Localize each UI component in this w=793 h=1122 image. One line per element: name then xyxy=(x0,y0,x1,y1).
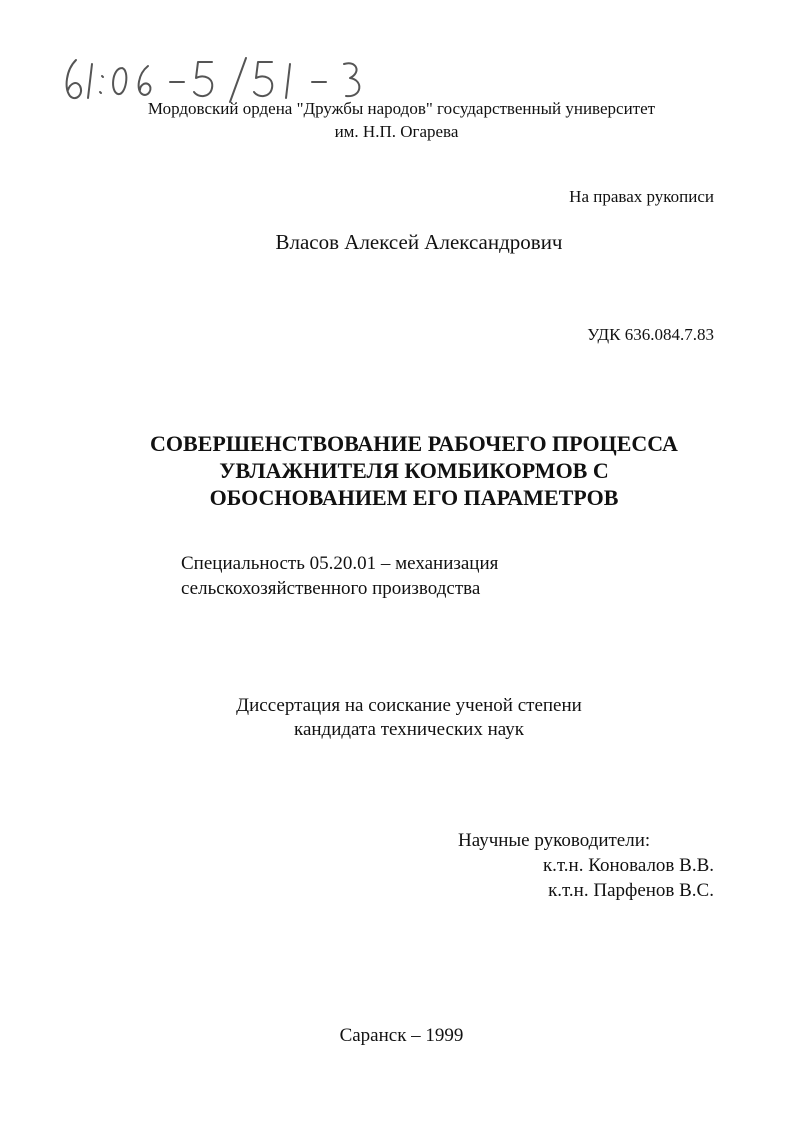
supervisors-label: Научные руководители: xyxy=(458,830,651,851)
dissertation-title-line-2: УВЛАЖНИТЕЛЯ КОМБИКОРМОВ С xyxy=(219,458,609,483)
university-name: Мордовский ордена "Дружбы народов" государственный университет xyxy=(147,99,656,118)
city-year: Саранск – 1999 xyxy=(339,1025,464,1046)
dissertation-title-line-1: СОВЕРШЕНСТВОВАНИЕ РАБОЧЕГО ПРОЦЕССА xyxy=(150,431,678,456)
dissertation-title-line-3: ОБОСНОВАНИЕМ ЕГО ПАРАМЕТРОВ xyxy=(209,485,619,510)
author-name: Власов Алексей Александрович xyxy=(275,230,563,254)
udk-code: УДК 636.084.7.83 xyxy=(587,325,714,344)
specialty-line-2: сельскохозяйственного производства xyxy=(181,578,481,599)
university-name-suffix: им. Н.П. Огарева xyxy=(334,122,459,141)
supervisor-name: к.т.н. Парфенов В.С. xyxy=(548,880,714,901)
degree-line-1: Диссертация на соискание ученой степени xyxy=(236,695,582,716)
degree-line-2: кандидата технических наук xyxy=(294,719,524,740)
specialty-line-1: Специальность 05.20.01 – механизация xyxy=(181,553,499,574)
supervisor-name: к.т.н. Коновалов В.В. xyxy=(542,855,714,876)
manuscript-rights-note: На правах рукописи xyxy=(569,187,714,206)
